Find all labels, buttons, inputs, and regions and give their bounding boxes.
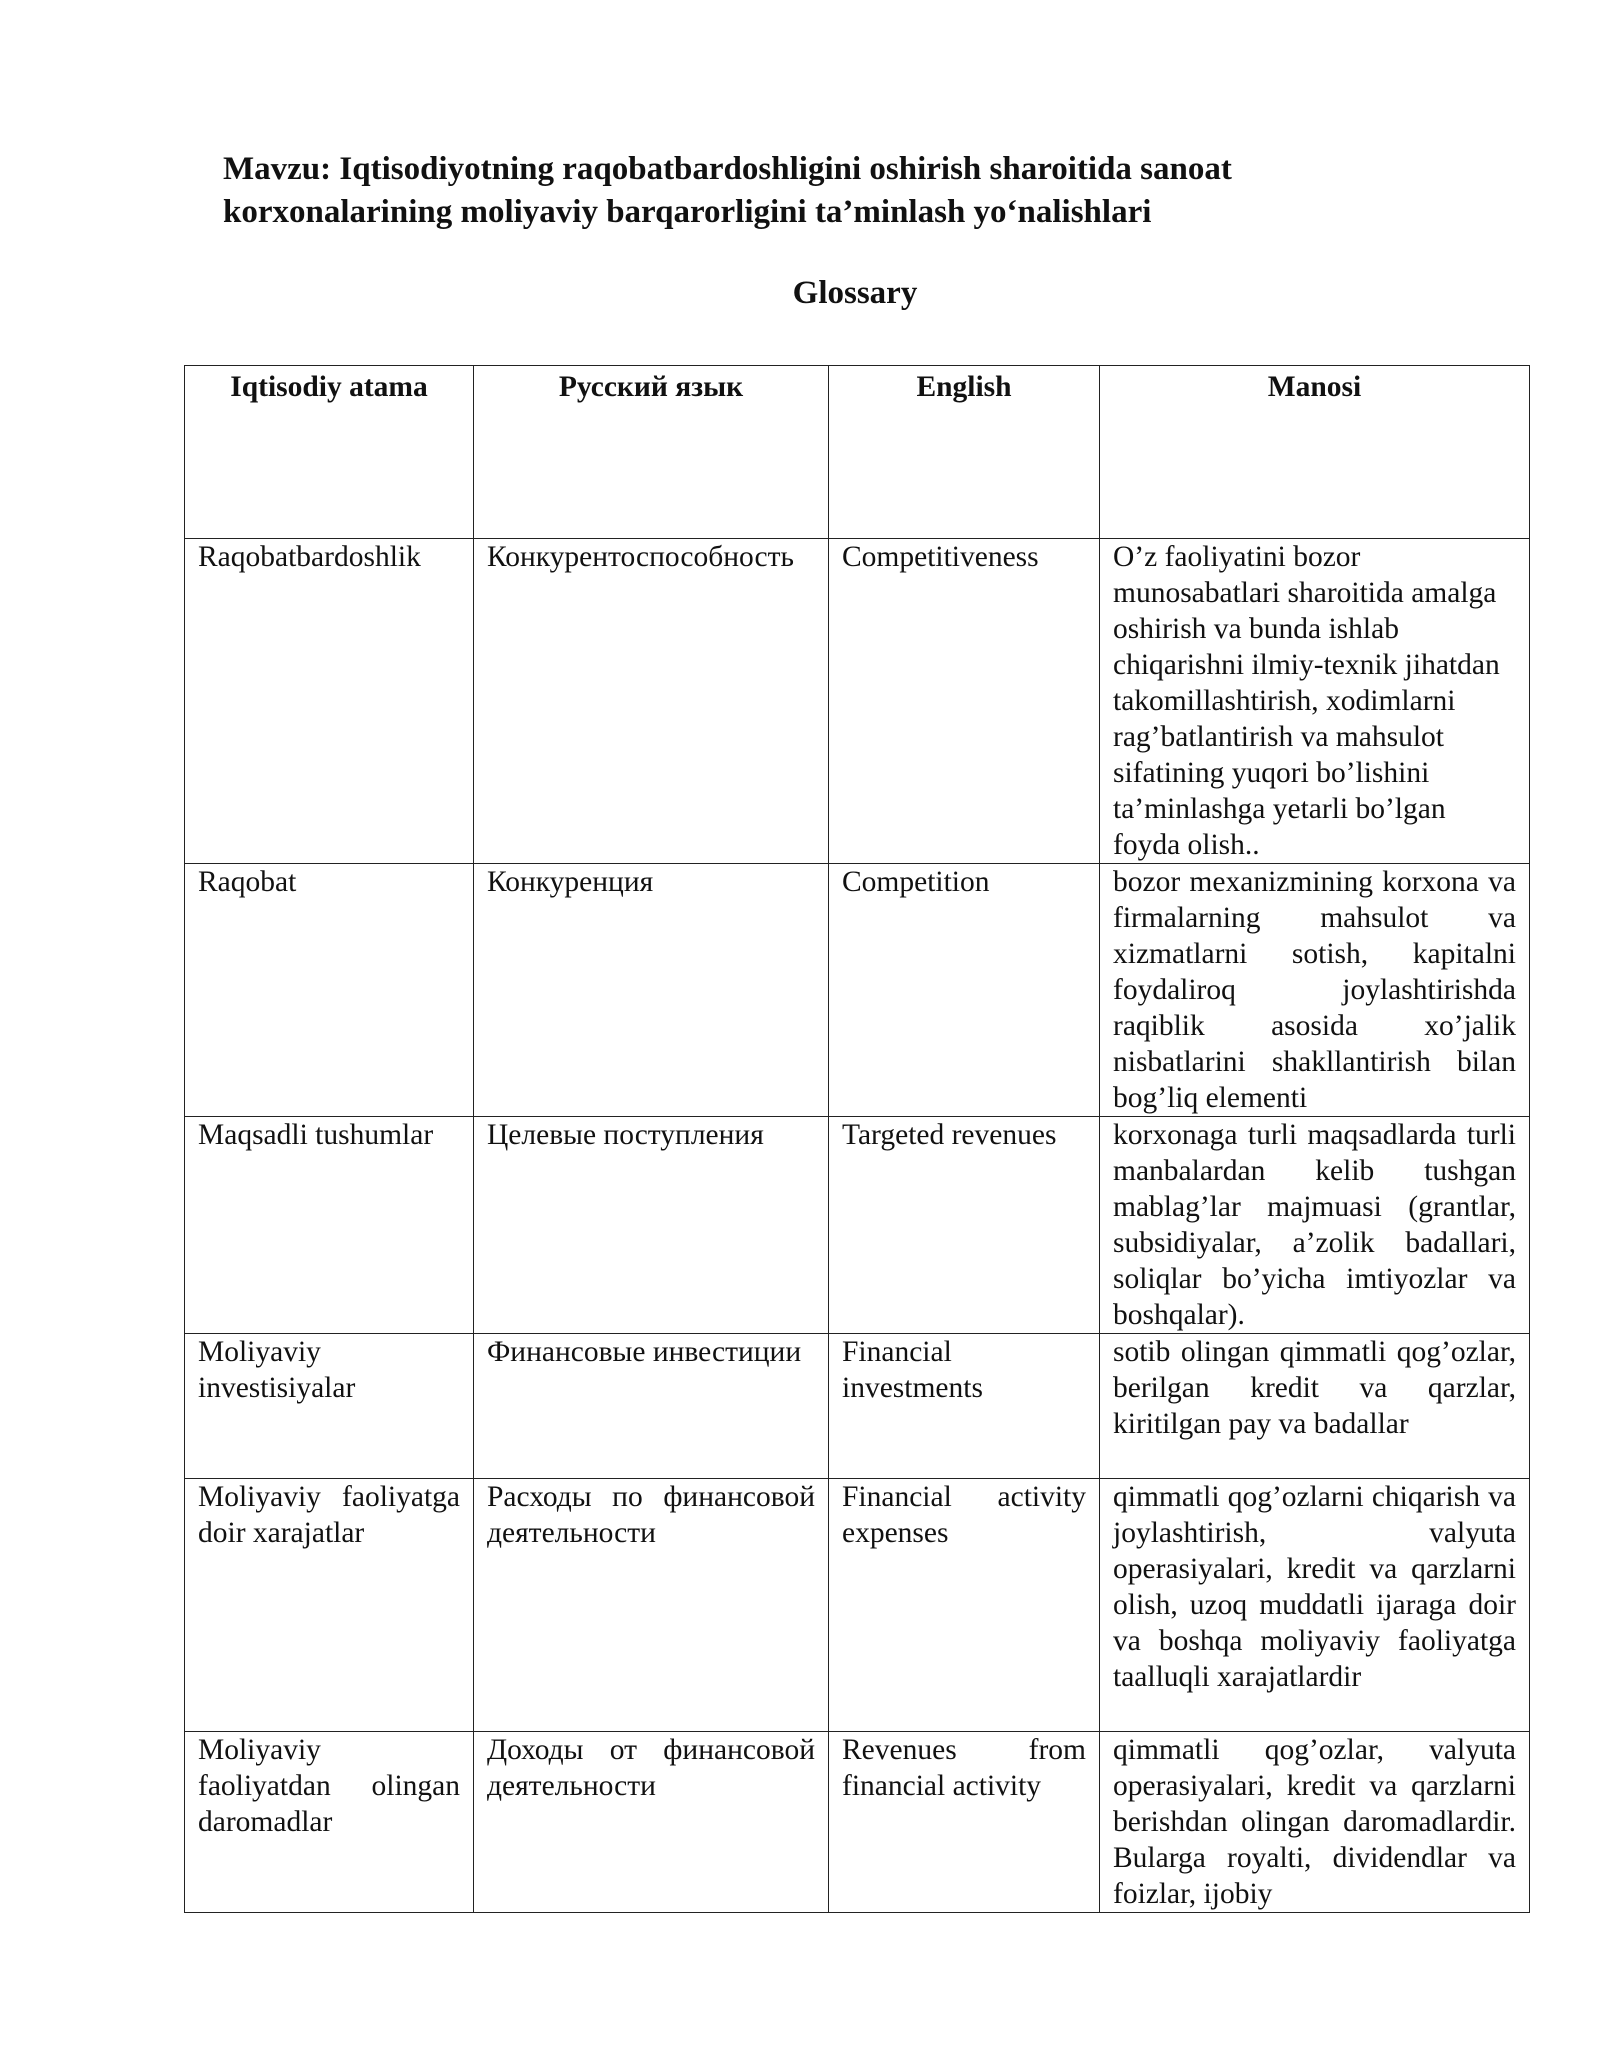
cell-uzbek-term: Raqobat: [185, 864, 474, 1117]
table-row: [185, 539, 1530, 864]
cell-meaning: bozor mexanizmining korxona va firmalarning mahsulot va xizmatlarni sotish, kapitalni foydaliroq joylashtirishda raqiblik asosida xo’jalik nisbatlarini shakllantirish bilan bog’liq elementi: [1100, 864, 1530, 1117]
document-title: [223, 148, 1403, 234]
table-header-row: [185, 366, 1530, 539]
cell-russian: Целевые поступления: [474, 1117, 829, 1334]
table-row: [185, 864, 1530, 1117]
table-row: [185, 1479, 1530, 1732]
cell-meaning: korxonaga turli maqsadlarda turli manbalardan kelib tushgan mablag’lar majmuasi (grantlar, subsidiyalar, a’zolik badallari, soliqlar bo’yicha imtiyozlar va boshqalar).: [1100, 1117, 1530, 1334]
cell-russian: Расходы по финансовой деятельности: [474, 1479, 829, 1732]
header-russian: Русский язык: [474, 366, 829, 539]
cell-english: Competitiveness: [829, 539, 1100, 864]
cell-uzbek-term: Raqobatbardoshlik: [185, 539, 474, 864]
glossary-heading: Glossary: [792, 275, 918, 311]
cell-english: Competition: [829, 864, 1100, 1117]
table-row: [185, 1117, 1530, 1334]
document-title-line-1: Mavzu: Iqtisodiyotning raqobatbardoshligini oshirish sharoitida sanoat: [223, 151, 1232, 187]
cell-uzbek-term: Maqsadli tushumlar: [185, 1117, 474, 1334]
cell-russian: Конкуренция: [474, 864, 829, 1117]
cell-meaning: qimmatli qog’ozlar, valyuta operasiyalari, kredit va qarzlarni berishdan olingan daromadlardir. Bularga royalti, dividendlar va foizlar, ijobiy: [1100, 1732, 1530, 1913]
cell-russian: Доходы от финансовой деятельности: [474, 1732, 829, 1913]
table-row: [185, 1334, 1530, 1479]
header-uzbek-term: Iqtisodiy atama: [185, 366, 474, 539]
cell-russian: Конкурентоспособность: [474, 539, 829, 864]
cell-uzbek-term: Moliyaviy faoliyatdan olingan daromadlar: [185, 1732, 474, 1913]
cell-english: Financial investments: [829, 1334, 1100, 1479]
table-row: [185, 1732, 1530, 1913]
cell-meaning: O’z faoliyatini bozor munosabatlari sharoitida amalga oshirish va bunda ishlab chiqarishni ilmiy-texnik jihatdan takomillashtirish, xodimlarni rag’batlantirish va mahsulot sifatining yuqori bo’lishini ta’minlashga yetarli bo’lgan foyda olish..: [1100, 539, 1530, 864]
cell-english: Targeted revenues: [829, 1117, 1100, 1334]
header-meaning: Manosi: [1100, 366, 1530, 539]
cell-uzbek-term: Moliyaviy investisiyalar: [185, 1334, 474, 1479]
glossary-table: [184, 365, 1530, 1913]
cell-meaning: sotib olingan qimmatli qog’ozlar, berilgan kredit va qarzlar, kiritilgan pay va badallar: [1100, 1334, 1530, 1479]
cell-russian: Финансовые инвестиции: [474, 1334, 829, 1479]
document-title-line-2: korxonalarining moliyaviy barqarorligini ta’minlash yo‘nalishlari: [223, 194, 1152, 230]
cell-english: Revenues from financial activity: [829, 1732, 1100, 1913]
cell-meaning: qimmatli qog’ozlarni chiqarish va joylashtirish, valyuta operasiyalari, kredit va qarzlarni olish, uzoq muddatli ijaraga doir va boshqa moliyaviy faoliyatga taalluqli xarajatlardir: [1100, 1479, 1530, 1732]
cell-english: Financial activity expenses: [829, 1479, 1100, 1732]
header-english: English: [829, 366, 1100, 539]
cell-uzbek-term: Moliyaviy faoliyatga doir xarajatlar: [185, 1479, 474, 1732]
